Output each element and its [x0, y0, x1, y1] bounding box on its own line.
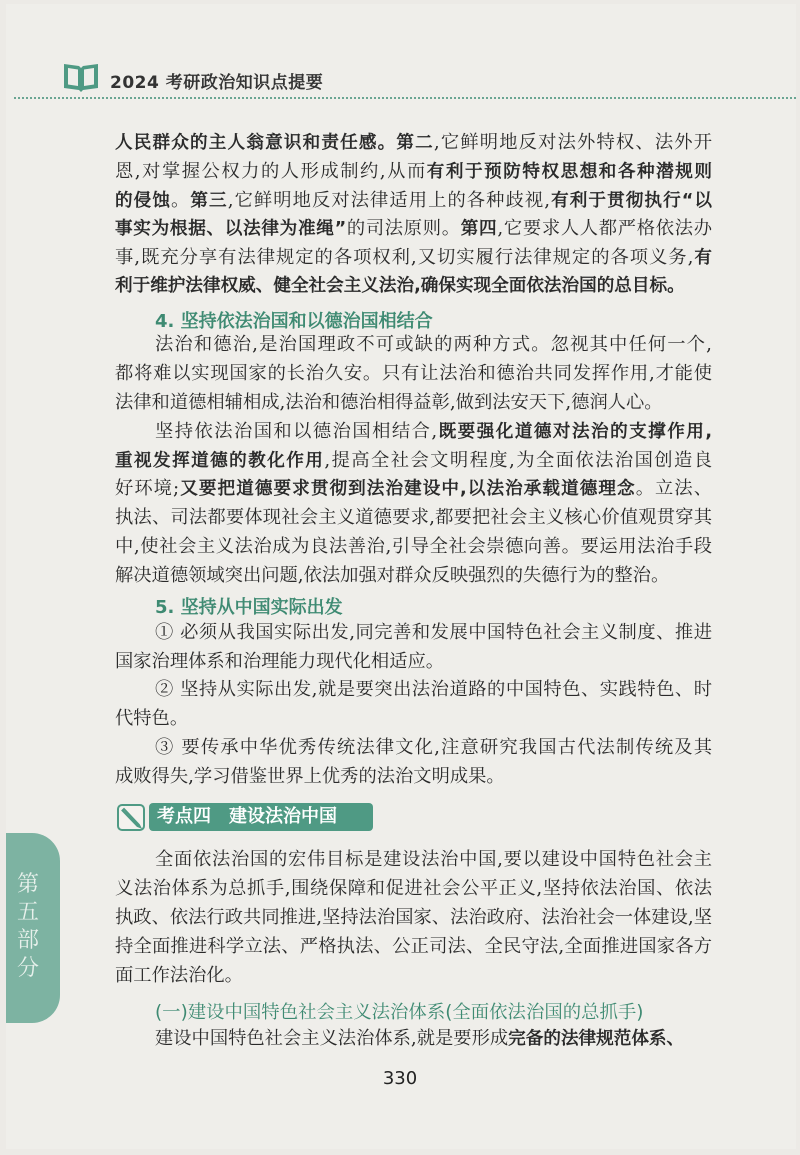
text-line: [115, 450, 712, 472]
section-heading: (一)建设中国特色社会主义法治体系(全面依法治国的总抓手): [155, 1002, 644, 1023]
text-line: [115, 708, 712, 730]
body-text: 事,既充分享有法律规定的各项权利,又切实履行法律规定的各项义务,: [115, 247, 694, 268]
text-line: [115, 936, 712, 958]
body-text: 都将难以实现国家的长治久安。只有让法治和德治共同发挥作用,才能使: [115, 363, 712, 384]
bold-text: 又要把道德要求贯彻到法治建设中,以法治承载道德理念: [179, 479, 636, 499]
exam-point-badge: 考点四 建设法治中国: [149, 803, 373, 831]
body-text: 法治和德治,是治国理政不可或缺的两种方式。忽视其中任何一个,: [155, 334, 712, 355]
body-text: ① 必须从我国实际出发,同完善和发展中国特色社会主义制度、推进: [155, 622, 712, 643]
text-line: [115, 478, 712, 500]
text-line: [115, 275, 712, 297]
page-number: 330: [382, 1068, 418, 1089]
body-text: 。立法、: [635, 478, 712, 499]
bold-text: 人民群众的主人翁意识和责任感。第二: [115, 133, 434, 153]
bold-text: 有: [693, 248, 712, 268]
section-heading: 4. 坚持依法治国和以德治国相结合: [155, 311, 433, 332]
body-text: 全面依法治国的宏伟目标是建设法治中国,要以建设中国特色社会主: [155, 849, 712, 870]
text-line: [155, 622, 712, 644]
body-text: 义法治体系为总抓手,围绕保障和促进社会公平正义,坚持依法治国、依法: [115, 878, 712, 899]
text-line: [155, 679, 712, 701]
body-text: 面工作法治化。: [115, 965, 243, 986]
body-text: 。: [171, 190, 191, 211]
body-text: ② 坚持从实际出发,就是要突出法治道路的中国特色、实践特色、时: [155, 679, 712, 700]
body-text: 执法、司法都要体现社会主义道德要求,都要把社会主义核心价值观贯穿其: [115, 507, 712, 528]
bold-text: 第三: [190, 191, 228, 211]
text-line: [115, 907, 712, 929]
text-line: [115, 218, 712, 240]
body-text: 法律和道德相辅相成,法治和德治相得益彰,做到法安天下,德润人心。: [115, 392, 663, 413]
body-text: ,它要求人人都严格依法办: [497, 218, 712, 239]
text-line: [155, 737, 712, 759]
text-line: [115, 190, 712, 212]
body-text: 成败得失,学习借鉴世界上优秀的法治文明成果。: [115, 766, 505, 787]
bold-text: 的侵蚀: [115, 191, 171, 211]
bold-text: 利于维护法律权威、健全社会主义法治,确保实现全面依法治国的总目标。: [115, 276, 685, 296]
text-line: [115, 878, 712, 900]
bold-text: 重视发挥道德的教化作用: [115, 451, 325, 471]
body-text: 好环境;: [115, 478, 180, 499]
text-line: [115, 536, 712, 558]
bold-text: 事实为根据、以法律为准绳”: [115, 219, 347, 239]
side-tab-label: 第五部分: [16, 872, 39, 981]
body-text: ,它鲜明地反对法律适用上的各种歧视,: [227, 190, 551, 211]
text-line: [115, 363, 712, 385]
text-line: [155, 421, 712, 443]
section-heading: 5. 坚持从中国实际出发: [155, 597, 343, 618]
text-line: [115, 507, 712, 529]
body-text: 中,使社会主义法治成为良法善治,引导全社会崇德向善。要运用法治手段: [115, 536, 712, 557]
body-text: 坚持依法治国和以德治国相结合,: [155, 421, 438, 442]
text-line: [155, 1028, 712, 1050]
bold-text: 有利于预防特权思想和各种潜规则: [426, 162, 712, 182]
body-text: ③ 要传承中华优秀传统法律文化,注意研究我国古代法制传统及其: [155, 737, 712, 758]
section-side-tab: [6, 833, 60, 1023]
text-line: [155, 334, 712, 356]
bold-text: 有利于贯彻执行“以: [550, 191, 712, 211]
body-text: 建设中国特色社会主义法治体系,就是要形成: [155, 1028, 509, 1049]
header-divider: [14, 97, 796, 99]
body-text: ,它鲜明地反对法外特权、法外开: [433, 132, 712, 153]
text-line: [115, 565, 712, 587]
body-text: 国家治理体系和治理能力现代化相适应。: [115, 651, 445, 672]
text-line: [115, 965, 712, 987]
open-book-icon: [62, 61, 100, 93]
text-line: [115, 132, 712, 154]
body-text: 持全面推进科学立法、严格执法、公正司法、全民守法,全面推进国家各方: [115, 936, 712, 957]
text-line: [115, 766, 712, 788]
bold-text: 既要强化道德对法治的支撑作用,: [437, 422, 713, 442]
body-text: 的司法原则。: [346, 218, 461, 239]
text-line: [115, 651, 712, 673]
body-text: 恩,对掌握公权力的人形成制约,从而: [115, 161, 427, 182]
bold-text: 第四: [460, 219, 498, 239]
text-line: [115, 247, 712, 269]
body-text: ,提高全社会文明程度,为全面依法治国创造良: [324, 450, 712, 471]
bold-text: 完备的法律规范体系、: [508, 1029, 685, 1049]
body-text: 执政、依法行政共同推进,坚持法治国家、法治政府、法治社会一体建设,坚: [115, 907, 712, 928]
text-line: [115, 161, 712, 183]
text-line: [115, 392, 712, 414]
body-text: 解决道德领域突出问题,依法加强对群众反映强烈的失德行为的整治。: [115, 565, 670, 586]
body-text: 代特色。: [115, 708, 189, 729]
running-header-title: 2024 考研政治知识点提要: [110, 73, 324, 93]
text-line: [155, 849, 712, 871]
pencil-icon: [117, 804, 145, 831]
